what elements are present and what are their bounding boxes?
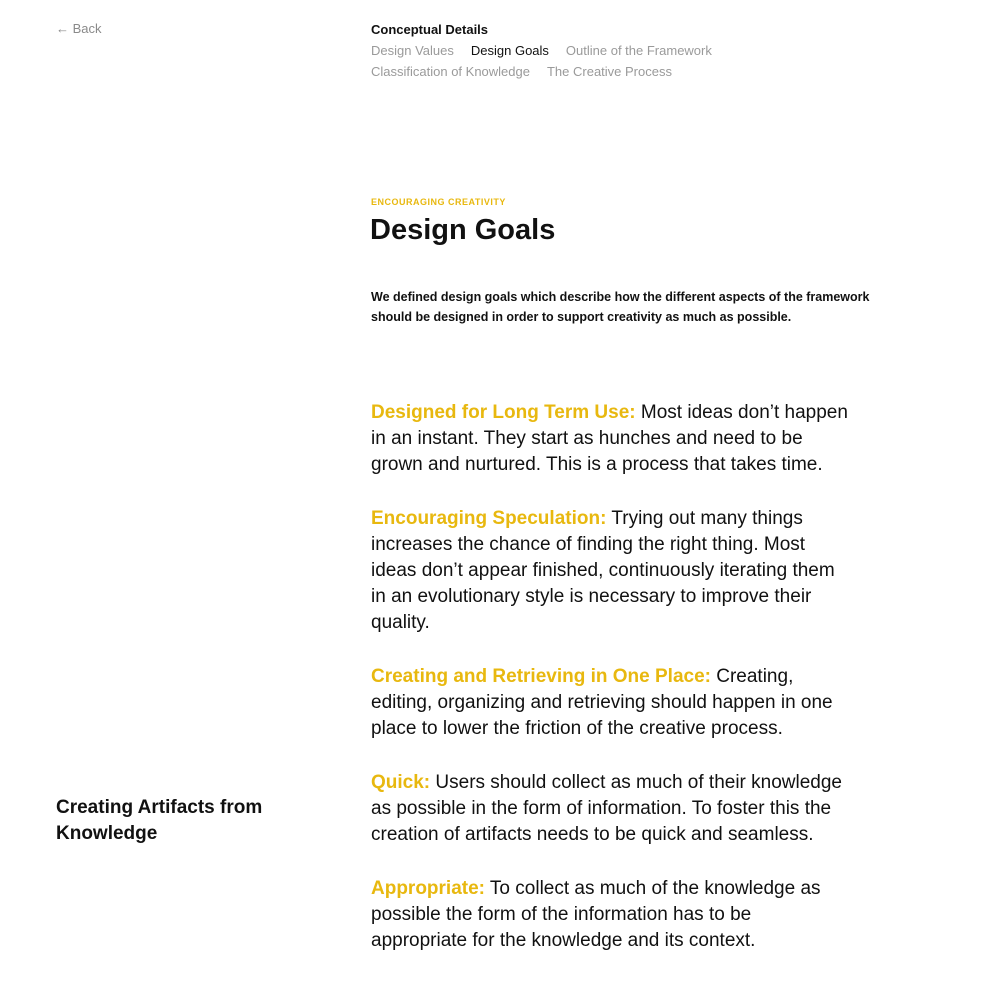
nav-link-design-values[interactable]: Design Values [371,43,454,58]
nav-link-classification-of-knowledge[interactable]: Classification of Knowledge [371,64,530,79]
back-link[interactable]: ← Back [56,21,102,36]
page-title: Design Goals [370,214,556,246]
goal-label: Encouraging Speculation: [371,508,607,529]
side-heading: Creating Artifacts from Knowledge [56,797,263,844]
nav-link-the-creative-process[interactable]: The Creative Process [546,64,672,79]
goal-item [371,770,849,848]
goal-text: Most ideas don’t happen in an instant. They start as hunches and need to be grown and nurtured. This is a process that takes time. [371,402,848,475]
goal-label: Designed for Long Term Use: [371,402,636,423]
nav-title: Conceptual Details [371,22,489,37]
goal-label: Creating and Retrieving in One Place: [371,666,711,687]
goals-list [371,400,849,982]
goal-label: Quick: [371,772,431,793]
goal-item [371,876,849,954]
intro-paragraph: We defined design goals which describe how the different aspects of the framework should be designed in order to support creativity as much as possible. [371,290,870,324]
goal-label: Appropriate: [371,878,485,899]
goal-text: Trying out many things increases the chance of finding the right thing. Most ideas don’t appear finished, continuously iterating them in an evolutionary style is necessary to improve their quality. [371,508,835,633]
nav-link-outline-of-the-framework[interactable]: Outline of the Framework [565,43,712,58]
goal-text: Users should collect as much of their knowledge as possible in the form of information. To foster this the creation of artifacts needs to be quick and seamless. [371,772,842,845]
section-nav [371,22,931,79]
goal-text: To collect as much of the knowledge as possible the form of the information has to be appropriate for the knowledge and its context. [371,878,821,951]
goal-item [371,506,849,636]
goal-item [371,400,849,478]
goal-item [371,664,849,742]
nav-links [371,43,871,79]
section-eyebrow: ENCOURAGING CREATIVITY [371,197,506,207]
goal-text: Creating, editing, organizing and retrieving should happen in one place to lower the friction of the creative process. [371,666,833,739]
nav-link-design-goals[interactable]: Design Goals [470,43,549,58]
